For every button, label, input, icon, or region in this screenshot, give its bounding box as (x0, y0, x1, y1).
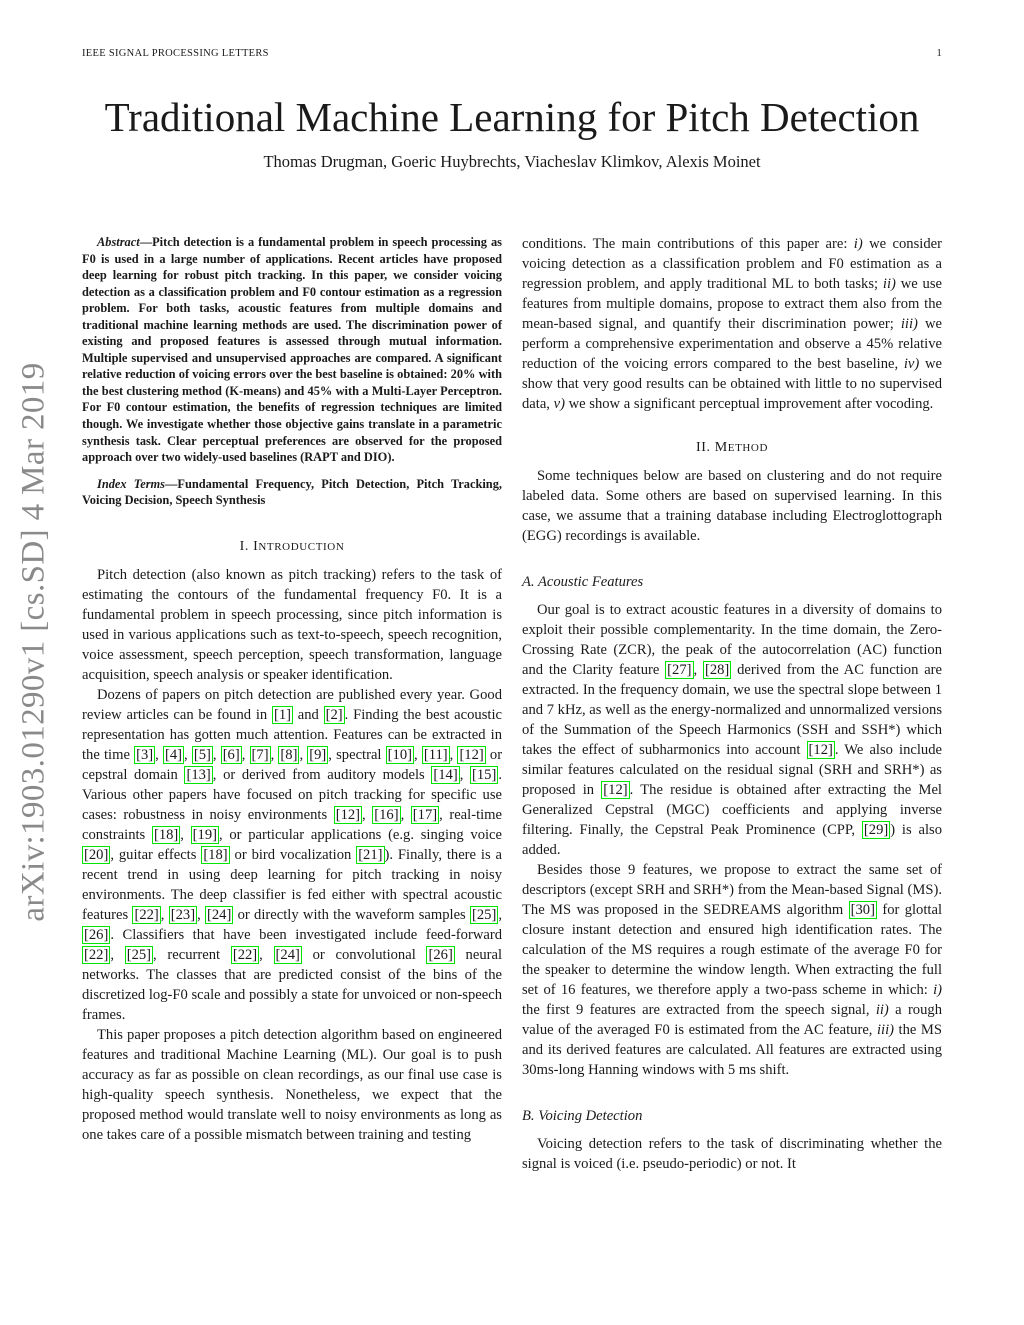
left-column (82, 234, 502, 1145)
citation-link[interactable]: [30] (850, 902, 875, 918)
citation-link[interactable]: [18] (203, 846, 228, 863)
subsection-heading-acoustic-features: A. Acoustic Features (522, 574, 644, 590)
arxiv-identifier: arXiv:1903.01290v1 [cs.SD] 4 Mar 2019 (15, 362, 52, 922)
arxiv-sidebar (12, 355, 56, 930)
citation-link[interactable]: [2] (325, 706, 343, 723)
citation-link[interactable]: [24] (275, 946, 300, 963)
citation-link[interactable]: [12] (459, 746, 484, 763)
journal-name: IEEE SIGNAL PROCESSING LETTERS (82, 48, 269, 59)
citation-link[interactable]: [22] (134, 906, 159, 923)
citation-link[interactable]: [12] (808, 742, 833, 758)
citation-link[interactable]: [5] (193, 746, 211, 763)
citation-link[interactable]: [25] (472, 906, 497, 923)
citation-link[interactable]: [19] (192, 826, 217, 843)
intro-paragraph-2: Dozens of papers on pitch detection are published every year. Good review articles can be found in [1] and [2] . Finding the best acoustic representation has gotten much attention. Features can be extracted in the time [3] , [4] , [5] , [6] , [7] , [8] , [9] , spectral [10] , [11] , [12] or cepstral domain [13] , or derived from auditory models [14] , [15] . Various other papers have focused on pitch tracking for specific use cases: robustness in noisy environments [12] , [16] , [17] , real-time constraints [18] , [19] , or particular applications (e.g. singing voice [20] , guitar effects [18] or bird vocalization [21] ). Finally, there is a recent trend in using deep learning for pitch tracking in noisy environments. The deep classifier is fed either with spectral acoustic features [22] , [23] , [24] or directly with the waveform samples [25] , [26] . Classifiers that have been investigated include feed-forward [22] , [25] , recurrent [22] , [24] or convolutional [26] neural networks. The classes that are predicted consist of the bins of the discretized log-F0 scale and possibly a state for unvoiced or non-speech frames. (82, 686, 503, 1023)
citation-link[interactable]: [16] (374, 806, 399, 823)
citation-link[interactable]: [26] (84, 926, 109, 943)
contributions-paragraph: conditions. The main contributions of this paper are: i) we consider voicing detection as a classification problem and F0 estimation as a regression problem, and apply traditional ML to both tasks; ii) we use features from multiple domains, propose to extract them also from the mean-based signal, and quantify their discrimination power; iii) we perform a comprehensive experimentation and observe a 45% relative reduction of the voicing errors compared to the best baseline, iv) we show that very good results can be obtained with little to no supervised data, v) we show a significant perceptual improvement after vocoding. (522, 236, 942, 412)
enumeration-marker: v) (553, 396, 565, 412)
enumeration-marker: ii) (875, 1002, 889, 1018)
subsection-heading-voicing-detection: B. Voicing Detection (522, 1108, 643, 1124)
citation-link[interactable]: [23] (170, 906, 196, 923)
section-heading-method: II. METHOD (695, 440, 769, 455)
citation-link[interactable]: [7] (251, 746, 269, 763)
citation-link[interactable]: [29] (863, 822, 889, 838)
intro-paragraph-1: Pitch detection (also known as pitch tracking) refers to the task of estimating the contours of the fundamental frequency F0. It is a fundamental problem in speech processing, since pitch information is used in various applications such as text-to-speech, speech recognition, voice assessment, speech perception, speech transformation, language acquisition, speech analysis or speaker identification. (82, 566, 502, 683)
index-terms (82, 476, 502, 509)
citation-link[interactable]: [18] (153, 826, 179, 843)
running-header (82, 48, 942, 62)
acoustic-features-paragraph-2: Besides those 9 features, we propose to extract the same set of descriptors (except SRH and SRH*) from the Mean-based Signal (MS). The MS was proposed in the SEDREAMS algorithm [30] for glottal closure instant detection and ensured high identification rates. The calculation of the MS requires a rough estimate of the average F0 for the speaker to determine the window length. When extracting the full set of 16 features, we therefore apply a two-pass scheme in which: i) the first 9 features are extracted from the speech signal, ii) a rough value of the averaged F0 is estimated from the AC feature, iii) the MS and its derived features are calculated. All features are extracted using 30ms-long Hanning windows with 5 ms shift. (522, 862, 942, 1078)
citation-link[interactable]: [6] (222, 746, 240, 763)
abstract-label: Abstract (97, 235, 140, 249)
section-heading-introduction: I. INTRODUCTION (239, 538, 345, 554)
citation-link[interactable]: [26] (428, 946, 453, 963)
enumeration-marker: ii) (882, 276, 896, 292)
enumeration-marker: iii) (876, 1022, 895, 1038)
intro-paragraph-3: This paper proposes a pitch detection algorithm based on engineered features and traditional Machine Learning (ML). Our goal is to push accuracy as far as possible on clean recordings, as our final use case is high-quality speech synthesis. Nonetheless, we expect that the proposed method would translate well to noisy environments as long as one takes care of a possible mismatch between training and testing (82, 1026, 502, 1143)
citation-link[interactable]: [27] (667, 662, 692, 678)
citation-link[interactable]: [25] (126, 946, 152, 963)
citation-link[interactable]: [20] (84, 846, 109, 863)
author-list: Thomas Drugman, Goeric Huybrechts, Viacheslav Klimkov, Alexis Moinet (263, 152, 761, 171)
citation-link[interactable]: [8] (280, 746, 298, 763)
citation-link[interactable]: [9] (309, 746, 327, 763)
enumeration-marker: i) (933, 982, 942, 998)
citation-link[interactable]: [1] (273, 706, 291, 723)
citation-link[interactable]: [11] (423, 746, 448, 763)
enumeration-marker: iii) (900, 316, 918, 332)
page-number: 1 (936, 48, 942, 59)
citation-link[interactable]: [24] (207, 906, 232, 923)
enumeration-marker: iv) (903, 356, 920, 372)
index-terms-text: —Fundamental Frequency, Pitch Detection, Pitch Tracking, Voicing Decision, Speech Synthesis (82, 476, 502, 508)
index-terms-label: Index Terms (97, 476, 165, 491)
paper-title: Traditional Machine Learning for Pitch Detection (104, 94, 920, 140)
method-paragraph: Some techniques below are based on clustering and do not require labeled data. Some others are based on supervised learning. In this case, we assume that a training database including Electroglottograph (EGG) recordings is available. (522, 468, 942, 544)
abstract (82, 234, 502, 466)
citation-link[interactable]: [4] (164, 746, 182, 763)
abstract-text: —Pitch detection is a fundamental problem in speech processing as F0 is used in a large number of applications. Recent articles have proposed deep learning for robust pitch tracking. In this paper, we consider voicing detection as a classification problem and F0 contour estimation as a regression problem. For both tasks, acoustic features from multiple domains and traditional machine learning methods are used. The discrimination power of existing and proposed features is assessed through mutual information. Multiple supervised and unsupervised approaches are compared. A significant relative reduction of voicing errors over the best baseline is obtained: 20% with the best clustering method (K-means) and 45% with a Multi-Layer Perceptron. For F0 contour estimation, the benefits of regression techniques are limited though. We investigate whether those objective gains translate in a parametric synthesis task. Clear perceptual preferences are observed for the proposed approach over two widely-used baselines (RAPT and DIO). (82, 235, 502, 465)
citation-link[interactable]: [21] (358, 846, 383, 863)
citation-link[interactable]: [3] (136, 746, 154, 763)
right-column (522, 234, 942, 1174)
citation-link[interactable]: [12] (603, 782, 628, 798)
citation-link[interactable]: [10] (387, 746, 412, 763)
citation-link[interactable]: [17] (412, 806, 438, 823)
citation-link[interactable]: [14] (433, 766, 458, 783)
citation-link[interactable]: [28] (704, 662, 730, 678)
acoustic-features-paragraph-1: Our goal is to extract acoustic features in a diversity of domains to exploit their possible complementarity. In the time domain, the Zero-Crossing Rate (ZCR), the peak of the autocorrelation (AC) function and the Clarity feature [27] , [28] derived from the AC function are extracted. In the frequency domain, we use the spectral slope between 1 and 7 kHz, as well as the energy-normalized and unnormalized versions of the Summation of the Speech Harmonics (SSH and SSH*) which takes the effect of subharmonics into account [12] . We also include similar features calculated on the residual signal (SRH and SRH*) as proposed in [12] . The residue is obtained after extracting the Mel Generalized Cepstral (MGC) coefficients and applying inverse filtering. Finally, the Cepstral Peak Prominence (CPP, [29] ) is also added. (522, 602, 943, 858)
citation-link[interactable]: [15] (472, 766, 497, 783)
citation-link[interactable]: [22] (84, 946, 109, 963)
voicing-detection-paragraph: Voicing detection refers to the task of discriminating whether the signal is voiced (i.e. pseudo-periodic) or not. It (522, 1136, 942, 1172)
citation-link[interactable]: [12] (335, 806, 361, 823)
citation-link[interactable]: [13] (186, 766, 211, 783)
citation-link[interactable]: [22] (232, 946, 258, 963)
enumeration-marker: i) (853, 236, 863, 252)
